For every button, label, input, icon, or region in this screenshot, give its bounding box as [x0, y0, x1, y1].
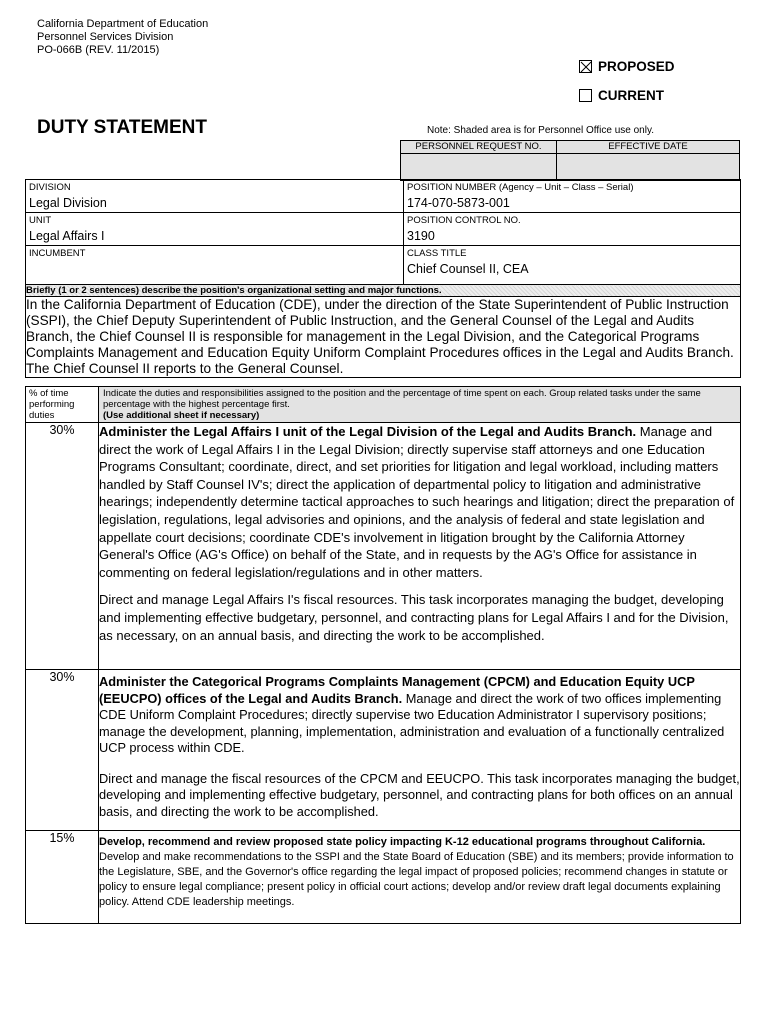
duty-heading: Develop, recommend and review proposed state policy impacting K-12 educational programs throughout California.: [99, 836, 706, 848]
duties-instructions: [99, 387, 741, 423]
shaded-note: Note: Shaded area is for Personnel Office use only.: [427, 125, 654, 136]
header-line-3: PO-066B (REV. 11/2015): [37, 44, 160, 56]
header-line-1: California Department of Education: [37, 18, 209, 30]
duty-body: Develop and make recommendations to the SSPI and the State Board of Education (SBE) and its members; provide information to the Legislature, SBE, and the Governor's office regarding the legal impact of proposed policies; recommend changes in statute or policy to ensure legal compliance; present policy in official court actions; develop and/or review draft legal documents explaining policy. Attend CDE leadership meetings.: [99, 851, 734, 908]
duty-body: Manage and direct the work of two offices implementing CDE Uniform Complaint Procedures; directly supervise two Education Administrator I supervisory positions; manage the development, planning, implementation, administration and evaluation of a functionally centralized UCP process within CDE.: [99, 690, 725, 755]
instructions-bold: (Use additional sheet if necessary): [103, 410, 260, 421]
duty-paragraph-2: Direct and manage Legal Affairs I's fiscal resources. This task incorporates managing the budget, developing and implementing effective budgetary, personnel, and contracting plans for Legal Affairs I and for the Division, as necessary, on an annual basis, and directing the work to be accomplished.: [99, 592, 729, 643]
personnel-office-box: [400, 140, 740, 181]
page-title: DUTY STATEMENT: [37, 117, 207, 138]
duty-row: [26, 670, 741, 831]
incumbent-value: [26, 260, 403, 284]
proposed-checkbox[interactable]: [579, 60, 592, 73]
duty-percent: 30%: [49, 670, 75, 684]
agency-header: [37, 18, 208, 57]
division-label: DIVISION: [29, 182, 71, 193]
effective-date-label: EFFECTIVE DATE: [557, 141, 740, 154]
current-label: CURRENT: [598, 88, 664, 104]
class-title-value: Chief Counsel II, CEA: [407, 262, 529, 276]
summary-prompt: Briefly (1 or 2 sentences) describe the position's organizational setting and major functions.: [26, 285, 741, 297]
duty-row: [26, 831, 741, 924]
personnel-request-field[interactable]: [401, 154, 557, 181]
duty-body: Manage and direct the work of Legal Affairs I in the Legal Division; directly supervise staff attorneys and one Education Programs Consultant; coordinate, direct, and set priorities for litigation and legal workload, including matters handled by Staff Counsel IV's; direct the application of departmental policy to litigation and administrative hearings; independently determine tactical approaches to such hearings and litigation; direct the preparation of legislation, regulations, legal advisories and opinions, and the analysis of federal and state legislation and appellate court decisions; coordinate CDE's involvement in litigation brought by the California Attorney General's Office (AG's Office) on behalf of the State, and in requests by the AG's Office for assistance in commenting on federal legislation/regulations and in other matters.: [99, 424, 735, 580]
duty-paragraph-2: Direct and manage the fiscal resources of the CPCM and EEUCPO. This task incorporates managing the budget, developing and implementing effective budgetary, personnel, and contracting plans for both offices on an annual basis, and directing the work to be accomplished.: [99, 770, 740, 819]
unit-value: Legal Affairs I: [29, 229, 105, 243]
instructions-text: Indicate the duties and responsibilities assigned to the position and the percentage of time spent on each. Group related tasks under the same percentage with the highest percentage first.: [103, 388, 701, 410]
position-info-table: [25, 179, 741, 378]
duties-table: [25, 386, 741, 924]
position-control-label: POSITION CONTROL NO.: [407, 215, 521, 226]
effective-date-field[interactable]: [557, 154, 740, 181]
percent-header: % of time performing duties: [26, 387, 99, 423]
check-x-icon: [580, 61, 593, 74]
proposed-label: PROPOSED: [598, 59, 675, 75]
position-number-value: 174-070-5873-001: [407, 196, 510, 210]
proposed-option[interactable]: [579, 58, 675, 76]
position-summary: In the California Department of Education (CDE), under the direction of the State Superintendent of Public Instruction (SSPI), the Chief Deputy Superintendent of Public Instruction, and the General Counsel of the Legal and Audits Branch, the Chief Counsel II is responsible for management in the Legal Division, and the Categorical Programs Complaints Management and Education Equity Uniform Complaint Procedures offices in the Legal and Audits Branch. The Chief Counsel II reports to the General Counsel.: [26, 297, 741, 378]
unit-label: UNIT: [29, 215, 52, 226]
personnel-request-label: PERSONNEL REQUEST NO.: [401, 141, 557, 154]
current-checkbox[interactable]: [579, 89, 592, 102]
duty-heading: Administer the Categorical Programs Complaints Management (CPCM) and Education Equity UCP (EEUCPO) offices of the Legal and Audits Branch.: [99, 674, 695, 706]
header-line-2: Personnel Services Division: [37, 31, 174, 43]
duty-percent: 15%: [49, 831, 75, 845]
duty-heading: Administer the Legal Affairs I unit of the Legal Division of the Legal and Audits Branch.: [99, 424, 637, 439]
division-value: Legal Division: [29, 196, 107, 210]
incumbent-label: INCUMBENT: [29, 248, 86, 259]
position-control-value: 3190: [407, 229, 435, 243]
current-option[interactable]: [579, 87, 664, 105]
class-title-label: CLASS TITLE: [407, 248, 467, 259]
duty-row: [26, 423, 741, 670]
duty-percent: 30%: [49, 423, 75, 437]
position-number-label: POSITION NUMBER (Agency – Unit – Class – Serial): [407, 182, 634, 193]
